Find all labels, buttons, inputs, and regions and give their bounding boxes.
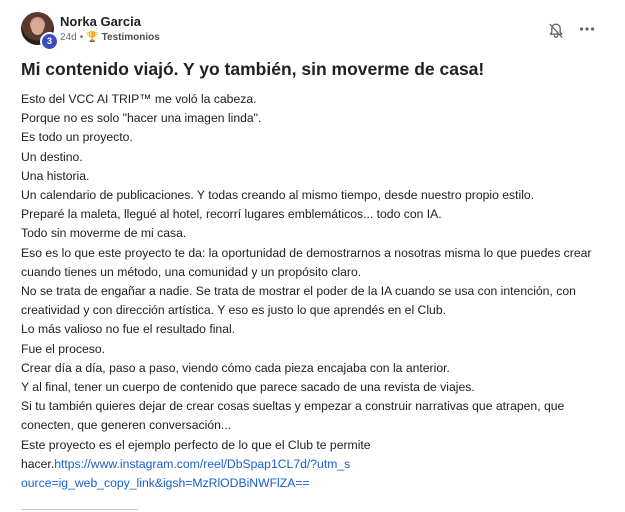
body-line: Este proyecto es el ejemplo perfecto de lo que el Club te permite <box>21 437 371 452</box>
post-meta <box>60 32 160 43</box>
body-line: No se trata de engañar a nadie. Se trata de mostrar el poder de la IA cuando se usa con intención, con creatividad y con dirección artística. Y eso es justo lo que aprendés en el Club. <box>21 284 576 318</box>
body-line: Todo sin moverme de mi casa. <box>21 226 187 241</box>
body-line-with-link <box>21 455 351 493</box>
author-name[interactable]: Norka Garcia <box>60 14 141 29</box>
body-line: Y al final, tener un cuerpo de contenido que parece sacado de una revista de viajes. <box>21 380 475 395</box>
body-line: Fue el proceso. <box>21 341 106 356</box>
level-badge: 3 <box>40 32 59 51</box>
avatar-photo <box>31 19 44 35</box>
post-time[interactable]: 24d <box>60 32 77 43</box>
body-line: Porque no es solo "hacer una imagen linda". <box>21 111 262 126</box>
body-line: Un destino. <box>21 149 83 164</box>
body-line: Preparé la maleta, llegué al hotel, recorrí lugares emblemáticos... todo con IA. <box>21 207 442 222</box>
body-line: Eso es lo que este proyecto te da: la oportunidad de demostrarnos a nosotras misma lo que puedes crear cuando tienes un método, una comunidad y un propósito claro. <box>21 245 592 279</box>
more-horizontal-icon[interactable] <box>579 21 595 37</box>
post-title: Mi contenido viajó. Y yo también, sin moverme de casa! <box>21 59 485 79</box>
body-line: Esto del VCC AI TRIP™ me voló la cabeza. <box>21 92 257 106</box>
body-line: Una historia. <box>21 168 90 183</box>
meta-separator: • <box>79 32 84 43</box>
bell-off-icon[interactable] <box>548 22 564 40</box>
body-line: Crear día a día, paso a paso, viendo cómo cada pieza encajaba con la anterior. <box>21 360 450 375</box>
link-prefix: hacer. <box>21 456 55 471</box>
trophy-icon: 🏆 <box>86 32 99 43</box>
body-line: Es todo un proyecto. <box>21 130 133 145</box>
body-line: Si tu también quieres dejar de crear cosas sueltas y empezar a construir narrativas que atrapen, que conecten, que generen conversación... <box>21 399 565 433</box>
instagram-link[interactable]: https://www.instagram.com/reel/DbSpap1CL7d/?utm_source=ig_web_copy_link&igsh=MzRlODBiNWFlZA== <box>21 456 351 491</box>
post-body <box>21 90 606 493</box>
body-line: Lo más valioso no fue el resultado final. <box>21 322 236 337</box>
category-label[interactable]: Testimonios <box>101 32 160 43</box>
divider <box>21 509 138 510</box>
body-line: Un calendario de publicaciones. Y todas creando al mismo tiempo, desde nuestro propio estilo. <box>21 188 535 203</box>
